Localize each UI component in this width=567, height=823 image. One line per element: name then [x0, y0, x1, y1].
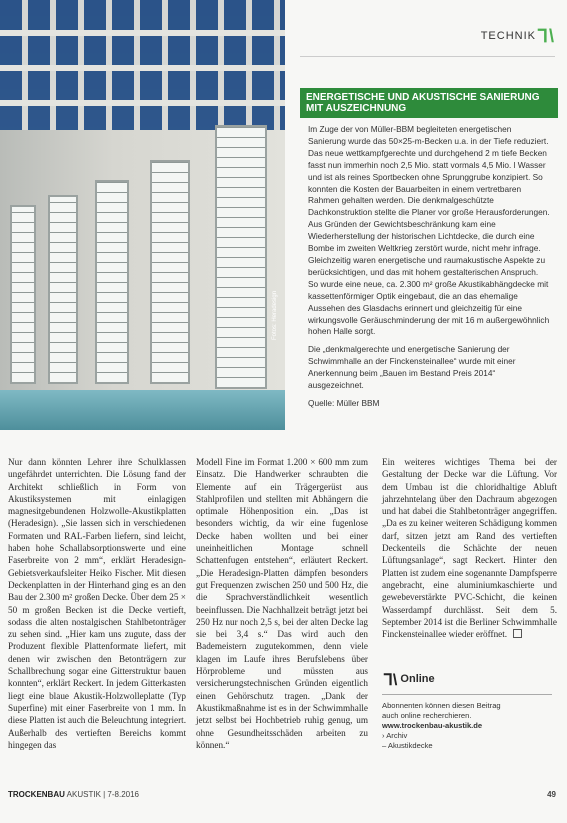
footer-issue: AKUSTIK | 7-8.2016 [66, 790, 140, 799]
header-divider [300, 56, 555, 57]
page-number: 49 [547, 790, 556, 799]
article-column-1 [8, 456, 186, 751]
column-text: Modell Fine im Format 1.200 × 600 mm zum Einsatz. Die Handwerker schraubten die Elemente auf ein Trägergerüst aus Stahlprofilen und stellten mit Abhängern die optimale Höhenposition ein. „Das ist besonders wichtig, da wir eine fugenlose Decke haben wollten und bei einer uneinheitlichen Montage schnell Schattenfugen entstehen“, erläutert Reckert. „Die Heradesign-Platten dämpfen besonders gut Frequenzen zwischen 250 und 500 Hz, die die Sprachverständlichkeit wesentlich beeinflussen. Die Nachhallzeit beträgt jetzt bei 250 Hz nur noch 2,5 s, bei der alten Decke lag sie bei 3,4 s.“ Das wird auch den Bademeistern zugutekommen, denn viele klagen im Laufe ihres Berufslebens über Hörprobleme und müssten aus versicherungstechnischen Gründen eigentlich einen Gehörschutz tragen. „Dank der Akustikmaßnahme ist es in der Schwimmhalle jetzt selbst bei Hochbetrieb ruhig genug, um ohne Gesundheitsschäden arbeiten zu können.“ [196, 457, 368, 750]
ceiling-beam [0, 30, 285, 36]
pool-water [0, 390, 285, 430]
swimming-hall-photo [0, 0, 285, 430]
online-logo-icon: ⅂\ [384, 672, 398, 689]
ceiling-beam [0, 65, 285, 71]
info-box-paragraph: Die „denkmalgerechte und energetische Sanierung der Schwimmhalle an der Finckensteinallee“ wurde mit einer Anerkennung beim „Bauen im Bestand Preis 2014“ ausgezeichnet. [308, 344, 516, 391]
online-header [382, 670, 552, 695]
section-label: TECHNIK [480, 30, 536, 42]
photo-credit: Fotos: Heradesign [272, 290, 278, 340]
info-box [300, 88, 558, 422]
column-text: Nur dann könnten Lehrer ihre Schulklassen ungefährdet unterrichten. Die Lösung fand der Architekt schließlich in Form von Akustiksystemen mit einlagigen magnesitgebundenen Holzwolle-Akustikplatten (Heradesign). „Sie lassen sich in verschiedenen Formaten und RAL-Farben liefern, sind leicht, haben hohe Schallabsorptionswerte und eine Faserbreite von 2 mm“, erklärt Heradesign-Gebietsverkaufsleiter Heiko Fischer. Mit diesen Deckenplatten in der Hinterhand ging es an den Bau der 2.300 m² großen Decke. Über dem 25 × 50 m großen Becken ist die Decke vertieft, sodass die alten nostalgischen Stahlbetonträger zu sehen sind. „Hier kam uns zugute, dass der Produzent flexible Plattenformate liefert, mit denen wir zwischen den Betonträgern zur Schallbrechung sogar eine Gitterstruktur bauen konnten“, erklärt Reckert. In jedem Gitterkasten liegt eine blaue Akustik-Holzwolleplatte (Typ Superfine) mit einer Faserbreite von 1 mm. In diese Platten ist auch die Beleuchtung integriert. Außerhalb des vertieften Bereichs kommt hingegen das [8, 457, 186, 750]
technik-logo-icon: ⅂\ [537, 26, 555, 46]
online-heading: Online [400, 673, 435, 685]
page-footer [8, 790, 556, 799]
hall-window [150, 160, 190, 384]
info-box-paragraph: Im Zuge der von Müller-BBM begleiteten energetischen Sanierung wurde das 50×25-m-Becken u.a. in der Tiefe reduziert. Das neue wettkampfgerechte und durchgehend 2 m tiefe Becken fasst nun immerhin noch 2,5 Mio. statt vormals 4,5 Mio. l Wasser und ist als reines Sportbecken ohne Sprunggrube konzipiert. So konnten die Kosten der Bauarbeiten in einem vertretbaren Rahmen gehalten werden. Die denkmalgeschützte Dachkonstruktion stellte die Planer vor große Herausforderungen. Aus Gründen der Gewichtsbeschränkung kam eine Wiederherstellung der historischen Lichtdecke, die durch eine Bombe im zweiten Weltkrieg zerstört wurde, nicht mehr infrage. Gleichzeitig waren energetische und raumakustische Aspekte zu berücksichtigen, und das mit hohem gestalterischen Anspruch. So wurde eine neue, ca. 2.300 m² große Akustikabhängdecke mit kassettenförmiger Optik eingebaut, die an das ehemalige Aussehen des Glasdachs erinnert und gleichzeitig für eine wirkungsvolle Geräuschminderung der mit 16 m außergewöhnlich hohen Halle sorgt. [308, 124, 550, 337]
info-box-source: Quelle: Müller BBM [308, 397, 380, 408]
online-text: auch online recherchieren. [382, 711, 472, 720]
online-nav-acoustic-ceiling[interactable]: – Akustikdecke [382, 741, 433, 750]
online-url-link[interactable]: www.trockenbau-akustik.de [382, 721, 483, 730]
section-header [481, 26, 555, 47]
column-text [382, 456, 557, 640]
online-text: Abonnenten können diesen Beitrag [382, 701, 501, 710]
hall-window [48, 195, 78, 384]
hall-window [95, 180, 129, 384]
info-box-title: ENERGETISCHE UND AKUSTISCHE SANIERUNG MIT AUSZEICHNUNG [300, 88, 558, 118]
footer-brand: TROCKENBAU [8, 790, 65, 799]
hall-window [215, 125, 267, 389]
online-nav-archive[interactable]: › Archiv [382, 731, 408, 740]
column-text-body: Ein weiteres wichtiges Thema bei der Gestaltung der Decke war die Lüftung. Vor dem Umbau ist die chloridhaltige Abluft jahrzehntelang über den Dachraum abgezogen und hat dabei die Stahlbetonträger angegriffen. „Da es zu keiner weiteren Schädigung kommen darf, sitzen jetzt am Rand des vertieften Deckenteils die Schächte der neuen Lüftungsanlage“, sagt Reckert. Hinter den Platten ist zudem eine sogenannte Dampfsperre angebracht, eine aluminiumkaschierte und gewebeverstärkte PVC-Schicht, die keinen Wasserdampf durchlässt. Seit dem 5. September 2014 ist die Berliner Schwimmhalle Finckensteinallee wieder eröffnet. [382, 457, 558, 640]
online-body [382, 695, 552, 751]
ceiling-beam [0, 100, 285, 106]
online-box [382, 670, 552, 751]
info-box-body [300, 118, 558, 422]
article-column-2 [196, 456, 368, 751]
hall-window [10, 205, 36, 384]
end-mark-icon [513, 629, 522, 638]
article-column-3 [382, 456, 557, 640]
